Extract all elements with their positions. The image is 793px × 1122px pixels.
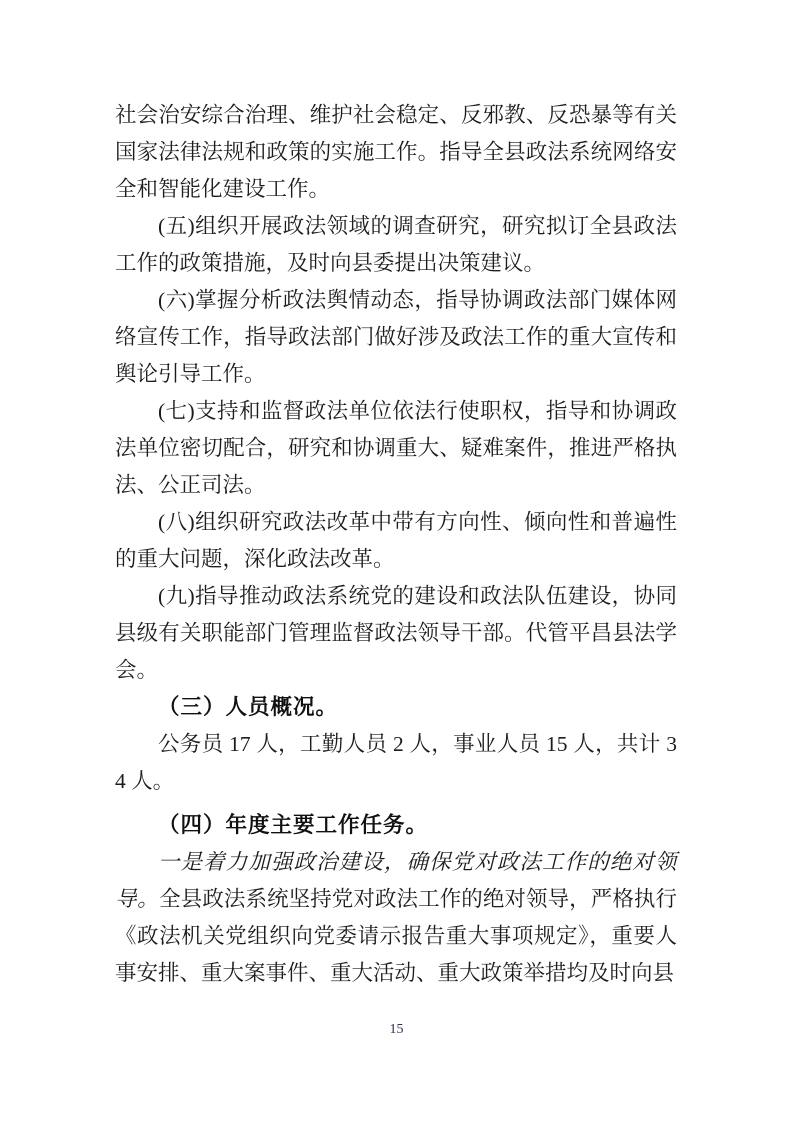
- duty-item-5: (五)组织开展政法领域的调查研究，研究拟订全县政法工作的政策措施，及时向县委提出决策建议。: [115, 214, 677, 275]
- duty-item-6: (六)掌握分析政法舆情动态，指导协调政法部门媒体网络宣传工作，指导政法部门做好涉及政法工作的重大宣传和舆论引导工作。: [115, 288, 677, 386]
- page-footer: [0, 1020, 793, 1038]
- task-one-body-text: 全县政法系统坚持党对政法工作的绝对领导，严格执行《政法机关党组织向党委请示报告重大事项规定》，重要人事安排、重大案事件、重大活动、重大政策举措均及时向县: [115, 887, 677, 985]
- task-one-lead-emphasis: 一是着力加强政治建设，确保党对政法工作的绝对领导。: [115, 850, 677, 911]
- section-heading-personnel: （三）人员概况。: [158, 695, 339, 719]
- paragraph-personnel: 公务员 17 人，工勤人员 2 人，事业人员 15 人，共计 34 人。: [115, 732, 677, 793]
- duty-item-7: (七)支持和监督政法单位依法行使职权，指导和协调政法单位密切配合，研究和协调重大、疑难案件，推进严格执法、公正司法。: [115, 399, 677, 497]
- section-heading-tasks: （四）年度主要工作任务。: [158, 813, 429, 837]
- paragraph-continuation: 社会治安综合治理、维护社会稳定、反邪教、反恐暴等有关国家法律法规和政策的实施工作。指导全县政法系统网络安全和智能化建设工作。: [115, 103, 677, 201]
- duty-item-9: (九)指导推动政法系统党的建设和政法队伍建设，协同县级有关职能部门管理监督政法领导干部。代管平昌县法学会。: [115, 584, 677, 682]
- page-number: 15: [389, 1022, 404, 1037]
- document-body: [115, 97, 677, 992]
- duty-item-8: (八)组织研究政法改革中带有方向性、倾向性和普遍性的重大问题，深化政法改革。: [115, 510, 677, 571]
- paragraph-task-one: [115, 844, 677, 992]
